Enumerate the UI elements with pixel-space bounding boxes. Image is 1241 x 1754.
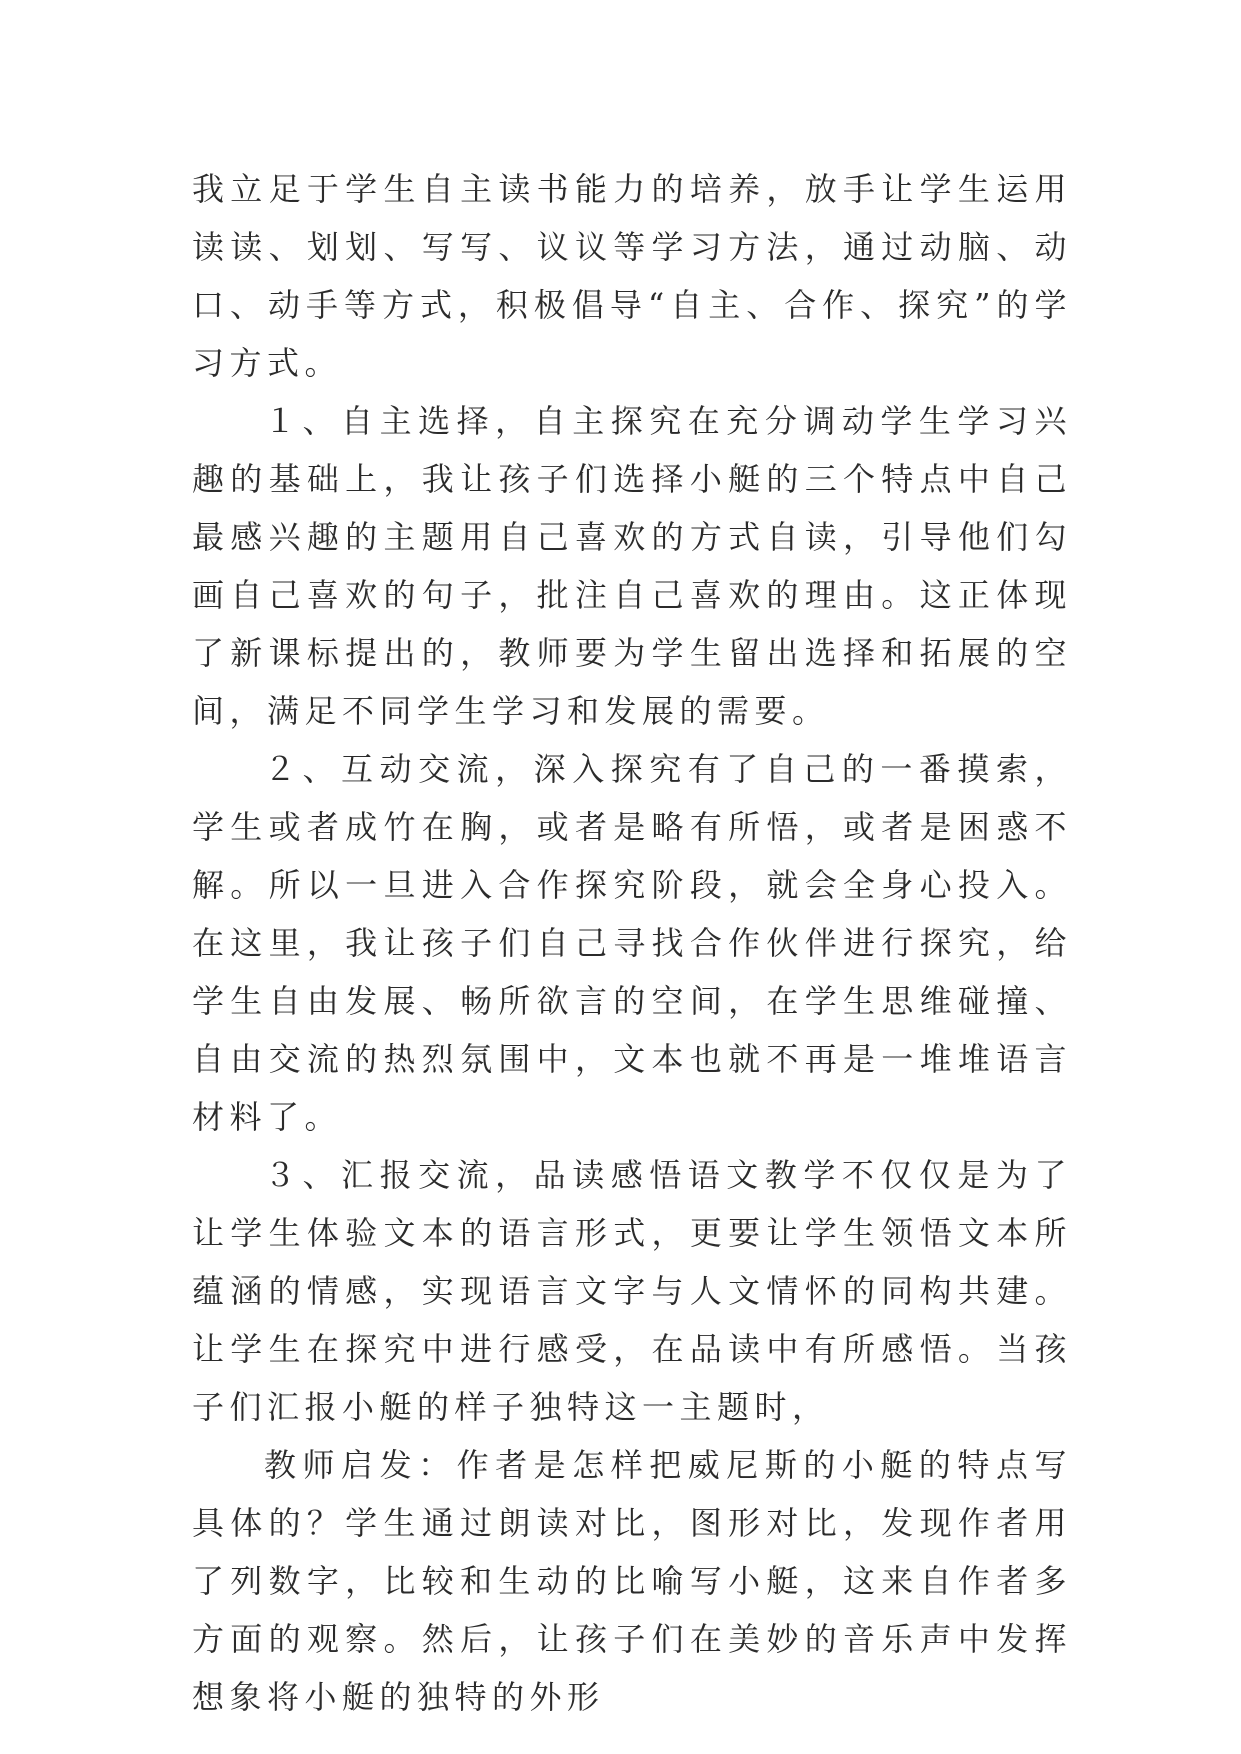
paragraph-intro: 我立足于学生自主读书能力的培养，放手让学生运用读读、划划、写写、议议等学习方法，通过动脑、动口、动手等方式，积极倡导“自主、合作、探究”的学习方式。 xyxy=(192,170,1072,382)
paragraph-point-3: ３、汇报交流，品读感悟语文教学不仅仅是为了让学生体验文本的语言形式，更要让学生领悟文本所蕴涵的情感，实现语言文字与人文情怀的同构共建。让学生在探究中进行感受，在品读中有所感悟。当孩子们汇报小艇的样子独特这一主题时， xyxy=(192,1156,1072,1426)
body-text xyxy=(192,160,1072,1726)
paragraph-teacher-prompt: 教师启发：作者是怎样把威尼斯的小艇的特点写具体的？学生通过朗读对比，图形对比，发现作者用了列数字，比较和生动的比喻写小艇，这来自作者多方面的观察。然后，让孩子们在美妙的音乐声中发挥想象将小艇的独特的外形 xyxy=(192,1446,1072,1716)
paragraph-point-1: １、自主选择，自主探究在充分调动学生学习兴趣的基础上，我让孩子们选择小艇的三个特点中自己最感兴趣的主题用自己喜欢的方式自读，引导他们勾画自己喜欢的句子，批注自己喜欢的理由。这正体现了新课标提出的，教师要为学生留出选择和拓展的空间，满足不同学生学习和发展的需要。 xyxy=(192,402,1072,730)
paragraph-point-2: ２、互动交流，深入探究有了自己的一番摸索，学生或者成竹在胸，或者是略有所悟，或者是困惑不解。所以一旦进入合作探究阶段，就会全身心投入。在这里，我让孩子们自己寻找合作伙伴进行探究，给学生自由发展、畅所欲言的空间，在学生思维碰撞、自由交流的热烈氛围中，文本也就不再是一堆堆语言材料了。 xyxy=(192,750,1072,1136)
